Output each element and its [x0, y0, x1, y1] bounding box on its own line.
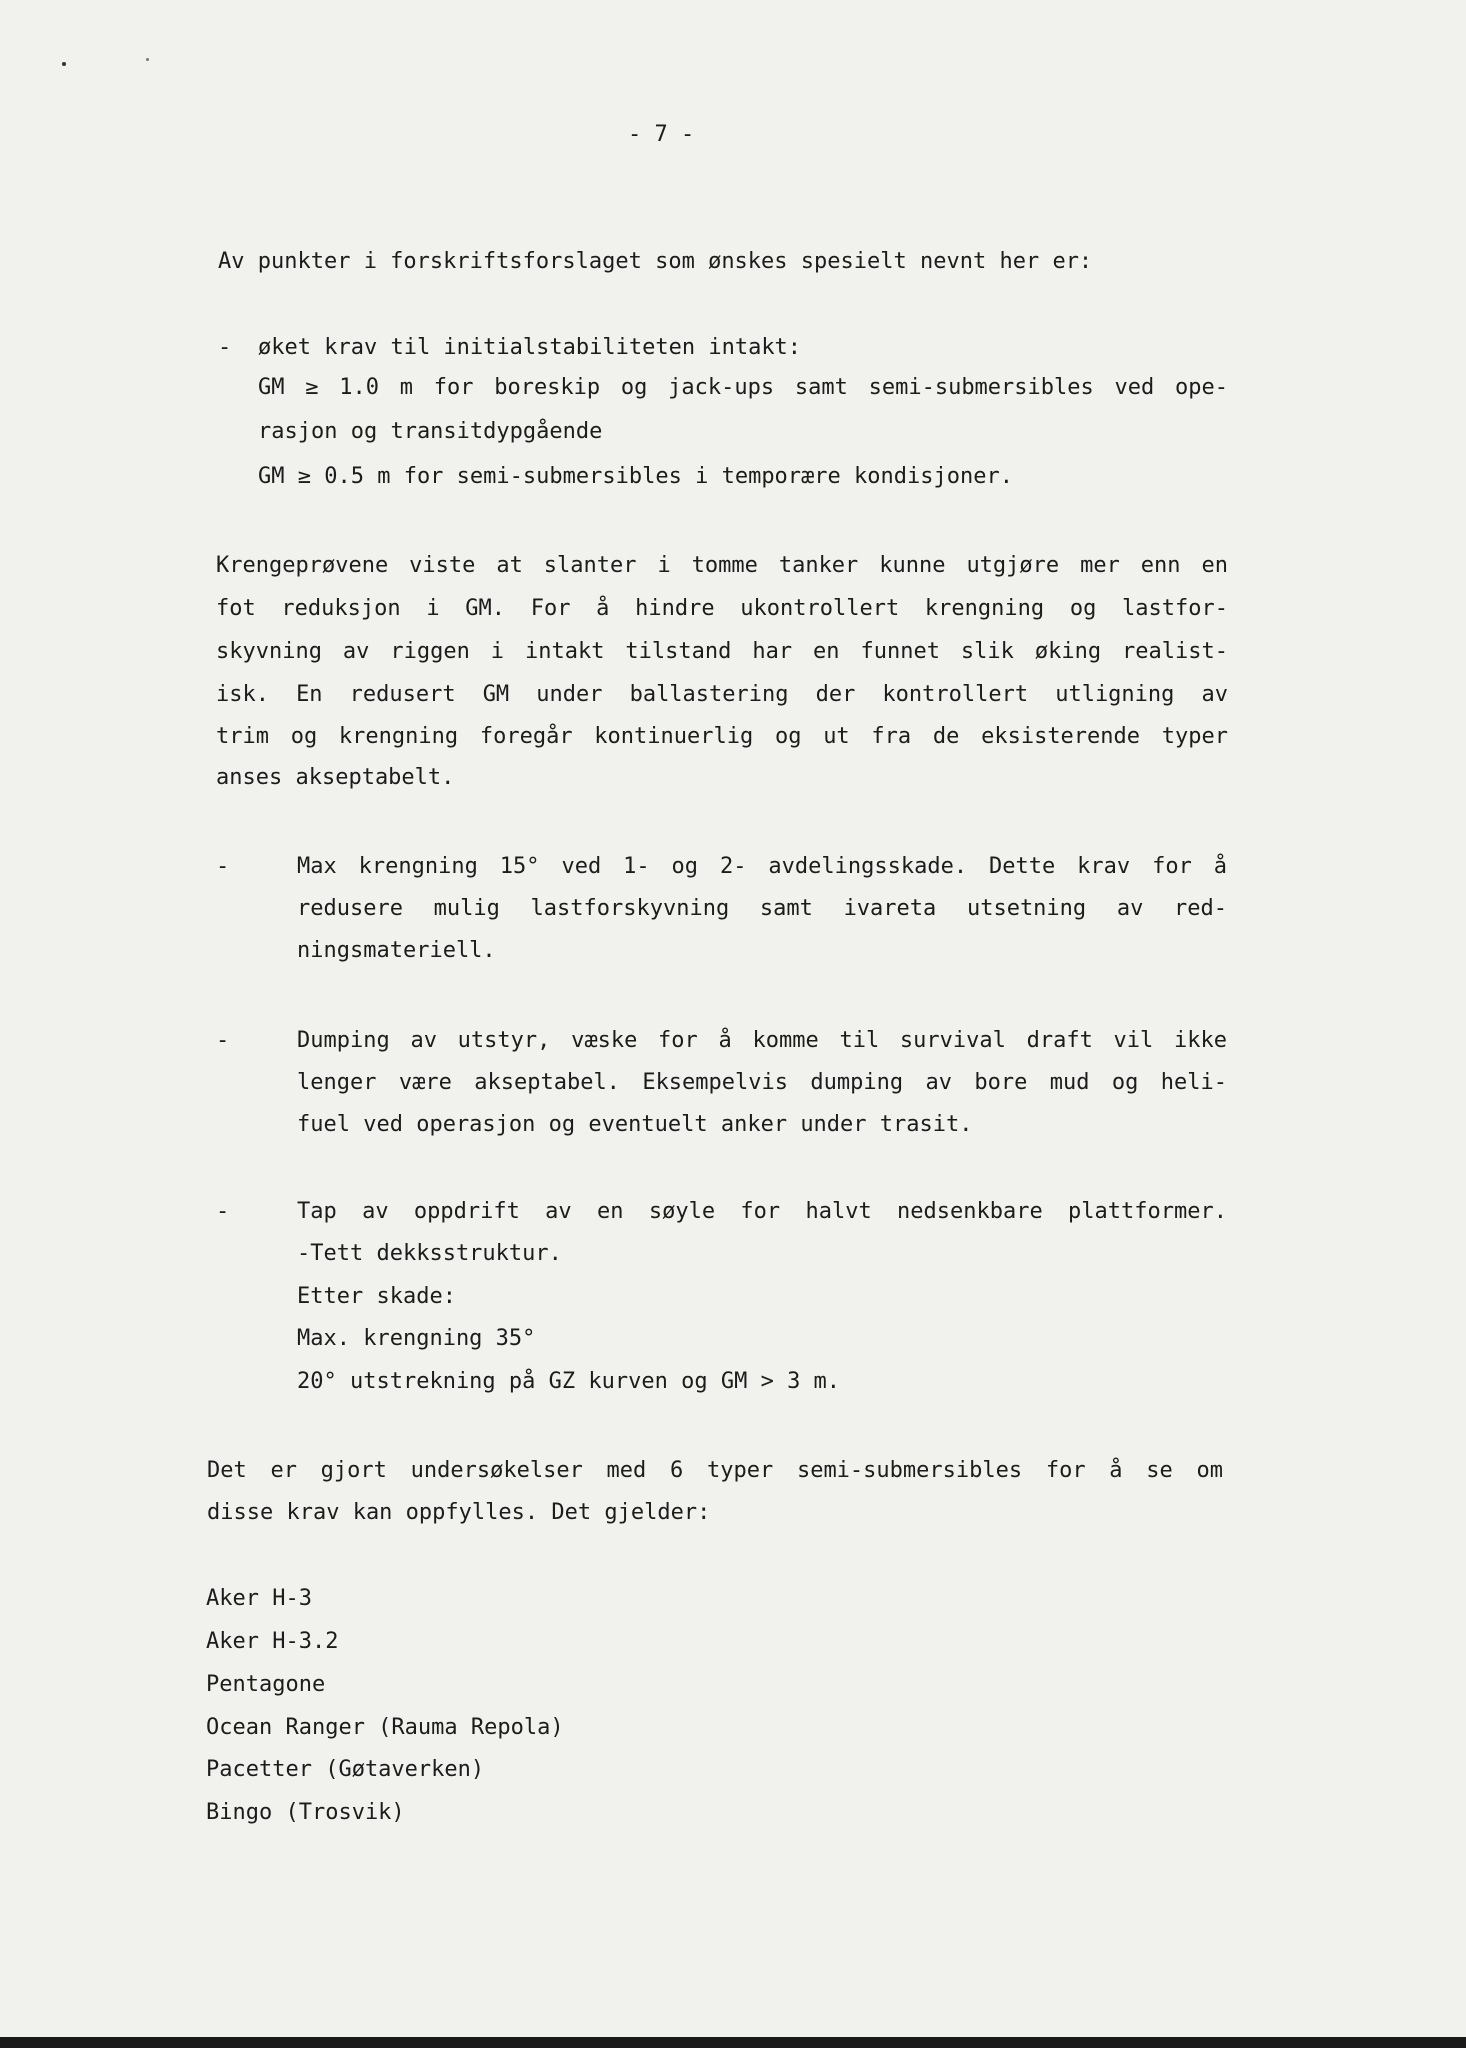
page-number: - 7 -	[628, 122, 695, 147]
punch-mark	[146, 58, 149, 61]
bullet1-line: GM ≥ 1.0 m for boreskip og jack-ups samt semi-submersibles ved ope-	[258, 375, 1228, 400]
scan-border	[0, 2037, 1466, 2048]
rig-list-item: Aker H-3.2	[206, 1629, 339, 1654]
rig-list-item: Aker H-3	[206, 1586, 312, 1611]
bullet3-line: lenger være akseptabel. Eksempelvis dumping av bore mud og heli-	[297, 1070, 1227, 1095]
paragraph-line: skyvning av riggen i intakt tilstand har en funnet slik øking realist-	[216, 639, 1228, 664]
bullet1-line: rasjon og transitdypgående	[258, 419, 603, 444]
bullet1-title: øket krav til initialstabiliteten intakt:	[258, 335, 802, 360]
bullet4-line: Tap av oppdrift av en søyle for halvt nedsenkbare plattformer.	[297, 1199, 1227, 1224]
bullet-dash: -	[216, 854, 230, 879]
punch-mark	[62, 62, 66, 66]
intro-line: Av punkter i forskriftsforslaget som ønskes spesielt nevnt her er:	[218, 249, 1093, 274]
paragraph-line: isk. En redusert GM under ballastering der kontrollert utligning av	[216, 682, 1228, 707]
paragraph-line: Krengeprøvene viste at slanter i tomme tanker kunne utgjøre mer enn en	[216, 553, 1228, 578]
bullet2-line: redusere mulig lastforskyvning samt ivareta utsetning av red-	[297, 896, 1227, 921]
bullet-dash: -	[218, 335, 232, 360]
bullet3-line: fuel ved operasjon og eventuelt anker under trasit.	[297, 1112, 973, 1137]
paragraph-line: disse krav kan oppfylles. Det gjelder:	[207, 1500, 711, 1525]
rig-list-item: Pentagone	[206, 1672, 326, 1697]
bullet1-line: GM ≥ 0.5 m for semi-submersibles i temporære kondisjoner.	[258, 464, 1013, 489]
bullet2-line: Max krengning 15° ved 1- og 2- avdelingsskade. Dette krav for å	[297, 854, 1227, 879]
bullet4-line: Max. krengning 35°	[297, 1326, 536, 1351]
bullet4-line: Etter skade:	[297, 1284, 456, 1309]
bullet-dash: -	[216, 1028, 230, 1053]
rig-list-item: Ocean Ranger (Rauma Repola)	[206, 1715, 564, 1740]
paragraph-line: Det er gjort undersøkelser med 6 typer semi-submersibles for å se om	[207, 1458, 1223, 1483]
rig-list-item: Bingo (Trosvik)	[206, 1800, 405, 1825]
rig-list-item: Pacetter (Gøtaverken)	[206, 1757, 485, 1782]
paragraph-line: anses akseptabelt.	[216, 765, 455, 790]
bullet4-line: 20° utstrekning på GZ kurven og GM > 3 m.	[297, 1369, 841, 1394]
bullet3-line: Dumping av utstyr, væske for å komme til survival draft vil ikke	[297, 1028, 1227, 1053]
bullet4-line: -Tett dekksstruktur.	[297, 1241, 562, 1266]
bullet2-line: ningsmateriell.	[297, 938, 496, 963]
paragraph-line: trim og krengning foregår kontinuerlig og ut fra de eksisterende typer	[216, 724, 1228, 749]
paragraph-line: fot reduksjon i GM. For å hindre ukontrollert krengning og lastfor-	[216, 596, 1228, 621]
bullet-dash: -	[216, 1199, 230, 1224]
